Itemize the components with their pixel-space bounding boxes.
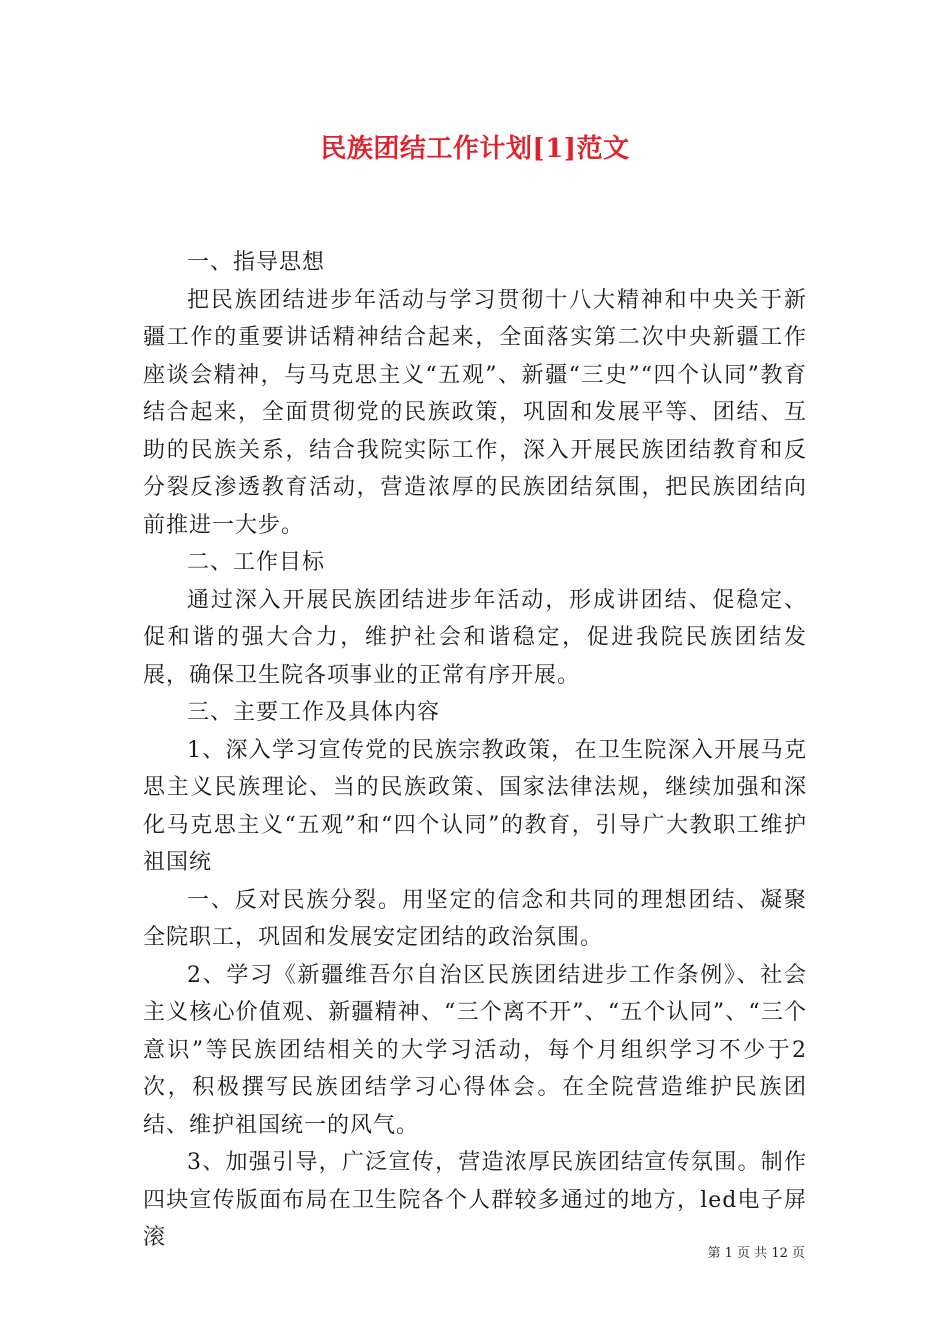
section-heading: 二、工作目标: [187, 550, 326, 575]
document-body: [143, 244, 807, 1257]
section-heading: 三、主要工作及具体内容: [187, 700, 441, 725]
paragraph: 通过深入开展民族团结进步年活动，形成讲团结、促稳定、促和谐的强大合力，维护社会和谐稳定，促进我院民族团结发展，确保卫生院各项事业的正常有序开展。: [143, 587, 807, 688]
page-number-footer: 第 1 页 共 12 页: [707, 1246, 805, 1261]
document-title: 民族团结工作计划[1]范文: [320, 134, 630, 164]
paragraph: 一、反对民族分裂。用坚定的信念和共同的理想团结、凝聚全院职工，巩固和发展安定团结的政治氛围。: [143, 887, 807, 950]
paragraph: 1、深入学习宣传党的民族宗教政策，在卫生院深入开展马克思主义民族理论、当的民族政策、国家法律法规，继续加强和深化马克思主义“五观”和“四个认同”的教育，引导广大教职工维护祖国统: [143, 737, 807, 875]
section-heading: 一、指导思想: [187, 250, 326, 275]
paragraph: 2、学习《新疆维吾尔自治区民族团结进步工作条例》、社会主义核心价值观、新疆精神、“三个离不开”、“五个认同”、“三个意识”等民族团结相关的大学习活动，每个月组织学习不少于2次，积极撰写民族团结学习心得体会。在全院营造维护民族团结、维护祖国统一的风气。: [143, 962, 807, 1138]
paragraph: 3、加强引导，广泛宣传，营造浓厚民族团结宣传氛围。制作四块宣传版面布局在卫生院各个人群较多通过的地方，led电子屏滚: [143, 1150, 807, 1250]
paragraph: 把民族团结进步年活动与学习贯彻十八大精神和中央关于新疆工作的重要讲话精神结合起来，全面落实第二次中央新疆工作座谈会精神，与马克思主义“五观”、新疆“三史”“四个认同”教育结合起来，全面贯彻党的民族政策，巩固和发展平等、团结、互助的民族关系，结合我院实际工作，深入开展民族团结教育和反分裂反渗透教育活动，营造浓厚的民族团结氛围，把民族团结向前推进一大步。: [143, 287, 807, 538]
